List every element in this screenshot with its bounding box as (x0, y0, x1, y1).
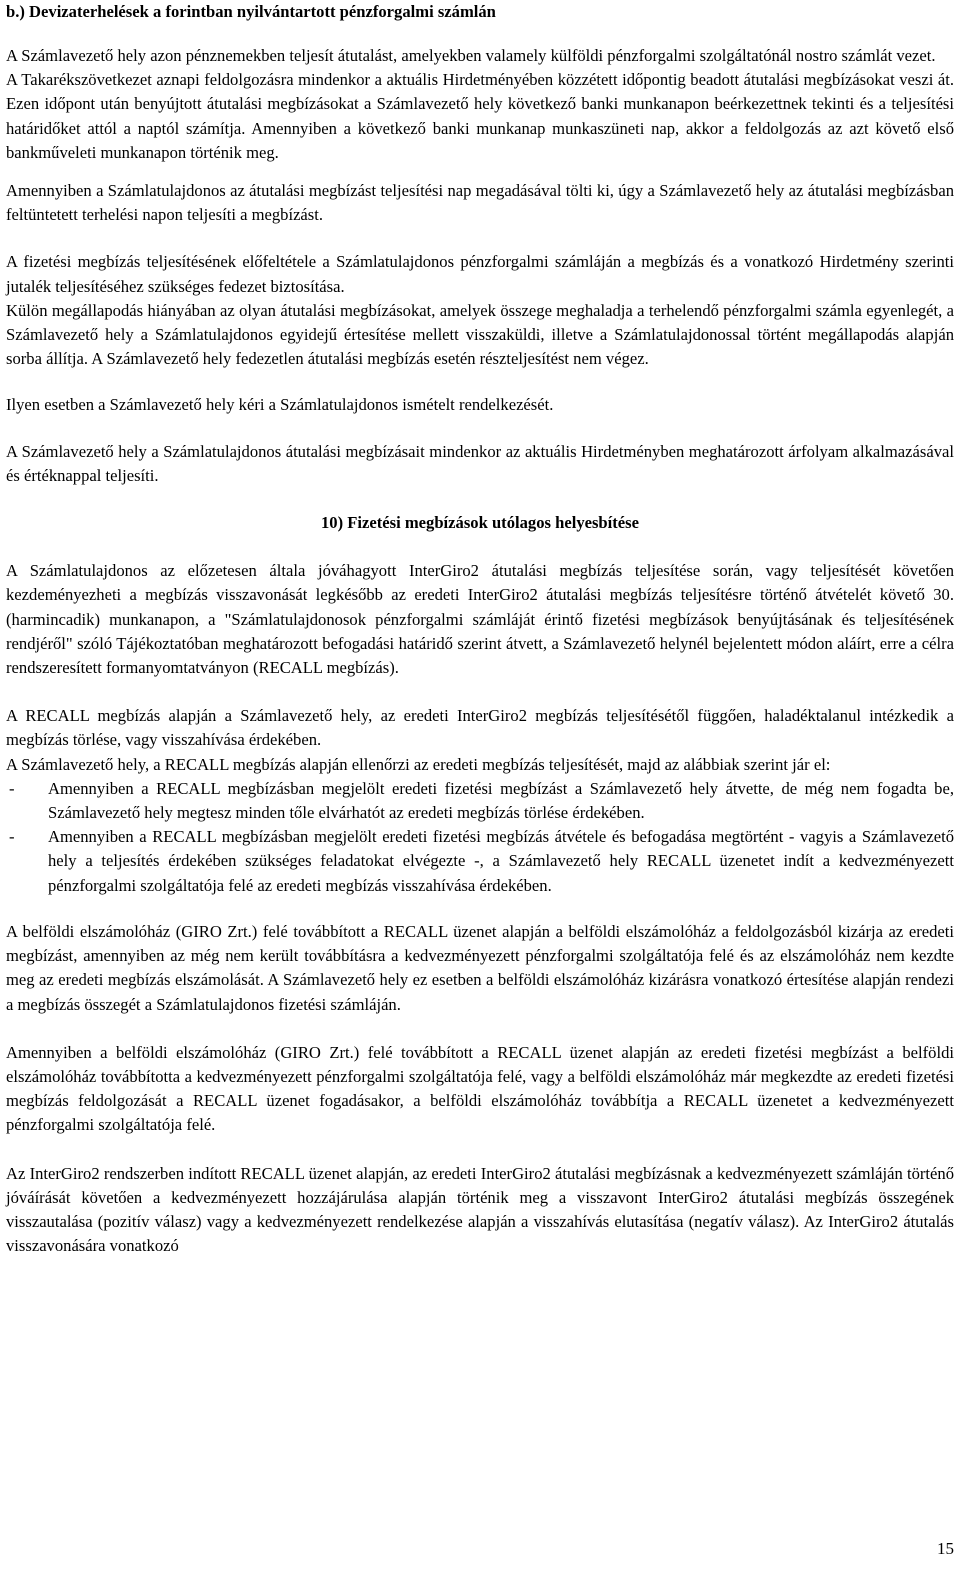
paragraph: A belföldi elszámolóház (GIRO Zrt.) felé továbbított a RECALL üzenet alapján a belföldi elszámolóház a feldolgozásból kizárja az eredeti megbízást, amennyiben az még nem került továbbításra a kedvezményezett pénzforgalmi szolgáltatója felé és az elszámolóház nem kezdte meg az eredeti megbízás elszámolását. A Számlavezető hely ez esetben a belföldi elszámolóház kizárásra vonatkozó értesítése alapján rendezi a megbízás összegét a Számlatulajdonos fizetési számláján. (6, 921, 954, 1014)
paragraph: Amennyiben a belföldi elszámolóház (GIRO Zrt.) felé továbbított a RECALL üzenet alapján az eredeti fizetési megbízást a belföldi elszámolóház továbbította a kedvezményezett pénzforgalmi szolgáltatója felé, vagy a belföldi elszámolóház már megkezdte az eredeti fizetési megbízás feldolgozását a RECALL üzenet fogadásakor, a belföldi elszámolóház továbbítja a RECALL üzenetet a kedvezményezett pénzforgalmi szolgáltatója felé. (6, 1042, 954, 1135)
paragraph: A Számlavezető hely azon pénznemekben teljesít átutalást, amelyekben valamely külföldi pénzforgalmi szolgáltatónál nostro számlát vezet. (6, 46, 936, 65)
paragraph: Az InterGiro2 rendszerben indított RECALL üzenet alapján, az eredeti InterGiro2 átutalási megbízásnak a kedvezményezett számláján történő jóváírását követően a kedvezményezett hozzájárulása alapján történik meg a visszavont InterGiro2 átutalási megbízás összegének visszautalása (pozitív válasz) vagy a kedvezményezett rendelkezése alapján a visszahívás elutasítása (negatív válasz). Az InterGiro2 átutalás visszavonására vonatkozó (6, 1163, 954, 1256)
dash-list (6, 777, 954, 898)
paragraph: A Számlavezető hely a Számlatulajdonos átutalási megbízásait mindenkor az aktuális Hirdetményben meghatározott árfolyam alkalmazásával és értéknappal teljesíti. (6, 441, 954, 485)
paragraph: Ilyen esetben a Számlavezető hely kéri a Számlatulajdonos ismételt rendelkezését. (6, 395, 554, 415)
paragraph: A Számlatulajdonos az előzetesen általa jóváhagyott InterGiro2 átutalási megbízás teljesítése során, vagy teljesítését követően kezdeményezheti a megbízás visszavonását legkésőbb az eredeti InterGiro2 átutalási megbízás teljesítésre történő átvételét követő 30. (harmincadik) munkanapon, a "Számlatulajdonosok pénzforgalmi számláját érintő fizetési megbízások benyújtásának és teljesítésének rendjéről" szóló Tájékoztatóban meghatározott befogadási határidő szerint átvett, a Számlavezető helynél bejelentett módon aláírt, erre a célra rendszeresített formanyomtatványon (RECALL megbízás). (6, 561, 954, 678)
paragraph: Külön megállapodás hiányában az olyan átutalási megbízásokat, amelyek összege meghaladja a terhelendő pénzforgalmi számla egyenlegét, a Számlavezető hely a Számlatulajdonos egyidejű értesítése mellett visszaküldi, illetve a Számlatulajdonossal történt megállapodás alapján sorba állítja. A Számlavezető hely fedezetlen átutalási megbízás esetén részteljesítést nem végez. (6, 300, 954, 369)
paragraph: A RECALL megbízás alapján a Számlavezető hely, az eredeti InterGiro2 megbízás teljesítésétől függően, haladéktalanul intézkedik a megbízás törlése, vagy visszahívása érdekében. (6, 706, 954, 750)
paragraph: A Takarékszövetkezet aznapi feldolgozásra mindenkor a aktuális Hirdetményében közzétett időpontig beadott átutalási megbízásokat veszi át. Ezen időpont után benyújtott átutalási megbízásokat a Számlavezető hely következő banki munkanapon beérkezettnek tekinti és a teljesítési határidőket attól a naptól számítja. Amennyiben a következő banki munkanap munkaszüneti nap, akkor a feldolgozás az azt követő első bankműveleti munkanapon történik meg. (6, 70, 954, 162)
list-item-text: Amennyiben a RECALL megbízásban megjelölt eredeti fizetési megbízást a Számlavezető hely átvette, de még nem fogadta be, Számlavezető hely megtesz minden tőle elvárhatót az eredeti megbízás törlése érdekében. (48, 778, 954, 823)
list-item-text: Amennyiben a RECALL megbízásban megjelölt eredeti fizetési megbízás átvétele és befogadása megtörtént - vagyis a Számlavezető hely a teljesítés érdekében szükséges feladatokat elvégezte -, a Számlavezető hely RECALL üzenetet indít a kedvezményezett pénzforgalmi szolgáltatója felé az eredeti megbízás visszahívása érdekében. (48, 827, 954, 895)
paragraph: A fizetési megbízás teljesítésének előfeltétele a Számlatulajdonos pénzforgalmi számláján a megbízás és a vonatkozó Hirdetmény szerinti jutalék teljesítéséhez szükséges fedezet biztosítása. (6, 252, 954, 296)
paragraph: Amennyiben a Számlatulajdonos az átutalási megbízást teljesítési nap megadásával tölti ki, úgy a Számlavezető hely az átutalási megbízásban feltüntetett terhelési napon teljesíti a megbízást. (6, 181, 954, 225)
section-heading: b.) Devizaterhelések a forintban nyilvántartott pénzforgalmi számlán (6, 2, 496, 21)
list-item (6, 777, 954, 825)
page-number: 15 (937, 1539, 954, 1558)
document-page (6, 0, 954, 1258)
paragraph: A Számlavezető hely, a RECALL megbízás alapján ellenőrzi az eredeti megbízás teljesítését, majd az alábbiak szerint jár el: (6, 754, 831, 774)
section-title: 10) Fizetési megbízások utólagos helyesbítése (320, 513, 639, 533)
list-marker: - (9, 827, 15, 847)
list-marker: - (9, 778, 15, 798)
list-item (6, 825, 954, 898)
